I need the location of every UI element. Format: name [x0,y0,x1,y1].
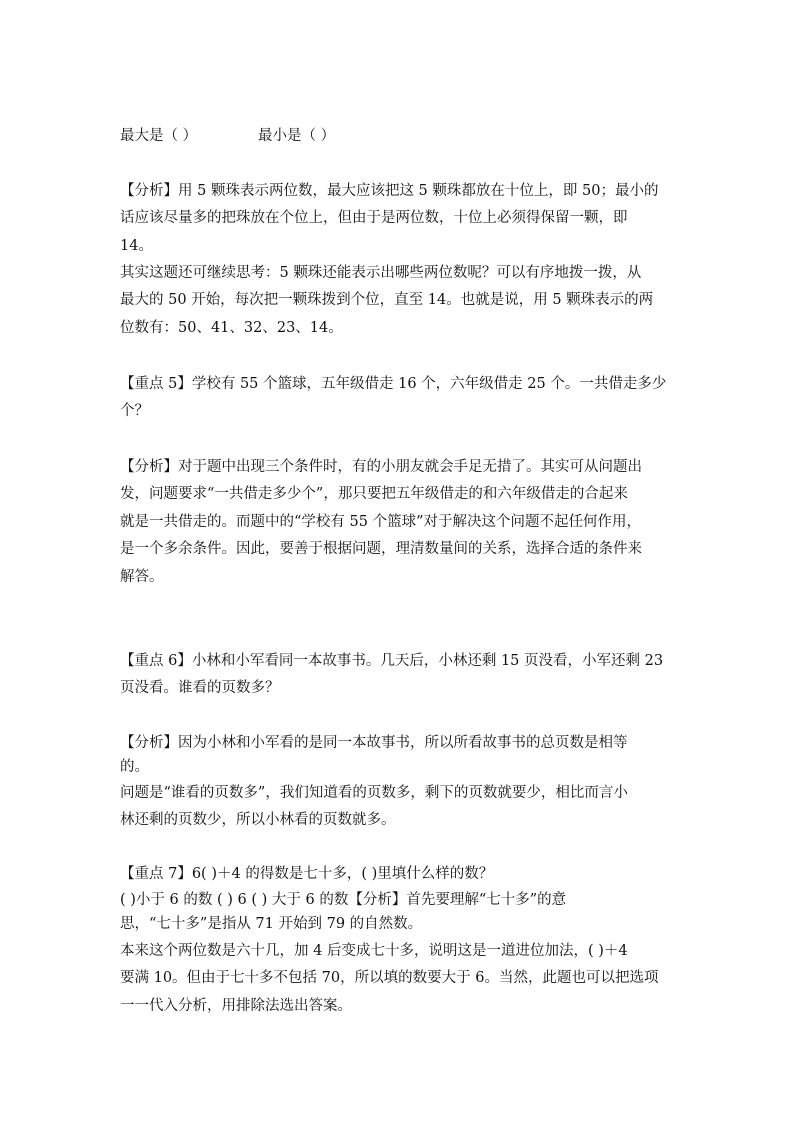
analysis-1-line: 话应该尽量多的把珠放在个位上，但由于是两位数，十位上必须得保留一颗，即 [120,210,628,226]
key-5-line: 【重点 5】学校有 55 个篮球，五年级借走 16 个，六年级借走 25 个。一共借走多少 [120,376,667,392]
analysis-6-line: 【分析】因为小林和小军看的是同一本故事书，所以所看故事书的总页数是相等 [120,735,628,751]
key-7-line: 本来这个两位数是六十几，加 4 后变成七十多，说明这是一道进位加法，( )＋4 [120,943,628,959]
key-6-line: 【重点 6】小林和小军看同一本故事书。几天后，小林还剩 15 页没看，小军还剩 23 [120,653,664,669]
key-7-line: 一一代入分析，用排除法选出答案。 [120,998,352,1014]
analysis-5-line: 发，问题要求“一共借走多少个”，那只要把五年级借走的和六年级借走的合起来 [120,486,628,502]
analysis-1-line: 【分析】用 5 颗珠表示两位数，最大应该把这 5 颗珠都放在十位上，即 50；最小的 [120,183,659,199]
analysis-1-line: 其实这题还可继续思考：5 颗珠还能表示出哪些两位数呢？可以有序地拨一拨，从 [120,265,642,281]
key-6-line: 页没看。谁看的页数多？ [120,680,280,696]
analysis-6-line: 林还剩的页数少，所以小林看的页数就多。 [120,812,396,828]
analysis-6-line: 问题是“谁看的页数多”，我们知道看的页数多，剩下的页数就要少，相比而言小 [120,785,628,801]
analysis-1-line: 位数有：50、41、32、23、14。 [120,320,343,336]
analysis-5-line: 就是一共借走的。而题中的“学校有 55 个篮球”对于解决这个问题不起任何作用， [120,514,641,530]
analysis-5-line: 解答。 [120,569,164,585]
key-7-line: 【重点 7】6( )＋4 的得数是七十多，( )里填什么样的数？ [120,866,494,882]
max-label: 最大是（ ） [120,128,198,144]
key-7-line: 要满 10。但由于七十多不包括 70，所以填的数要大于 6。当然，此题也可以把选项 [120,970,659,986]
analysis-6-line: 的。 [120,759,149,775]
key-7-line: ( )小于 6 的数 ( ) 6 ( ) 大于 6 的数【分析】首先要理解“七十多”的意 [120,892,567,908]
key-5-line: 个？ [120,403,149,419]
analysis-1-line: 14。 [120,238,153,254]
analysis-5-line: 【分析】对于题中出现三个条件时，有的小朋友就会手足无措了。其实可从问题出 [120,459,642,475]
key-7-line: 思，“七十多”是指从 71 开始到 79 的自然数。 [120,916,423,932]
min-label: 最小是（ ） [258,128,336,144]
analysis-5-line: 是一个多余条件。因此，要善于根据问题，理清数量间的关系，选择合适的条件来 [120,541,642,557]
analysis-1-line: 最大的 50 开始，每次把一颗珠拨到个位，直至 14。也就是说，用 5 颗珠表示的两 [120,292,654,308]
